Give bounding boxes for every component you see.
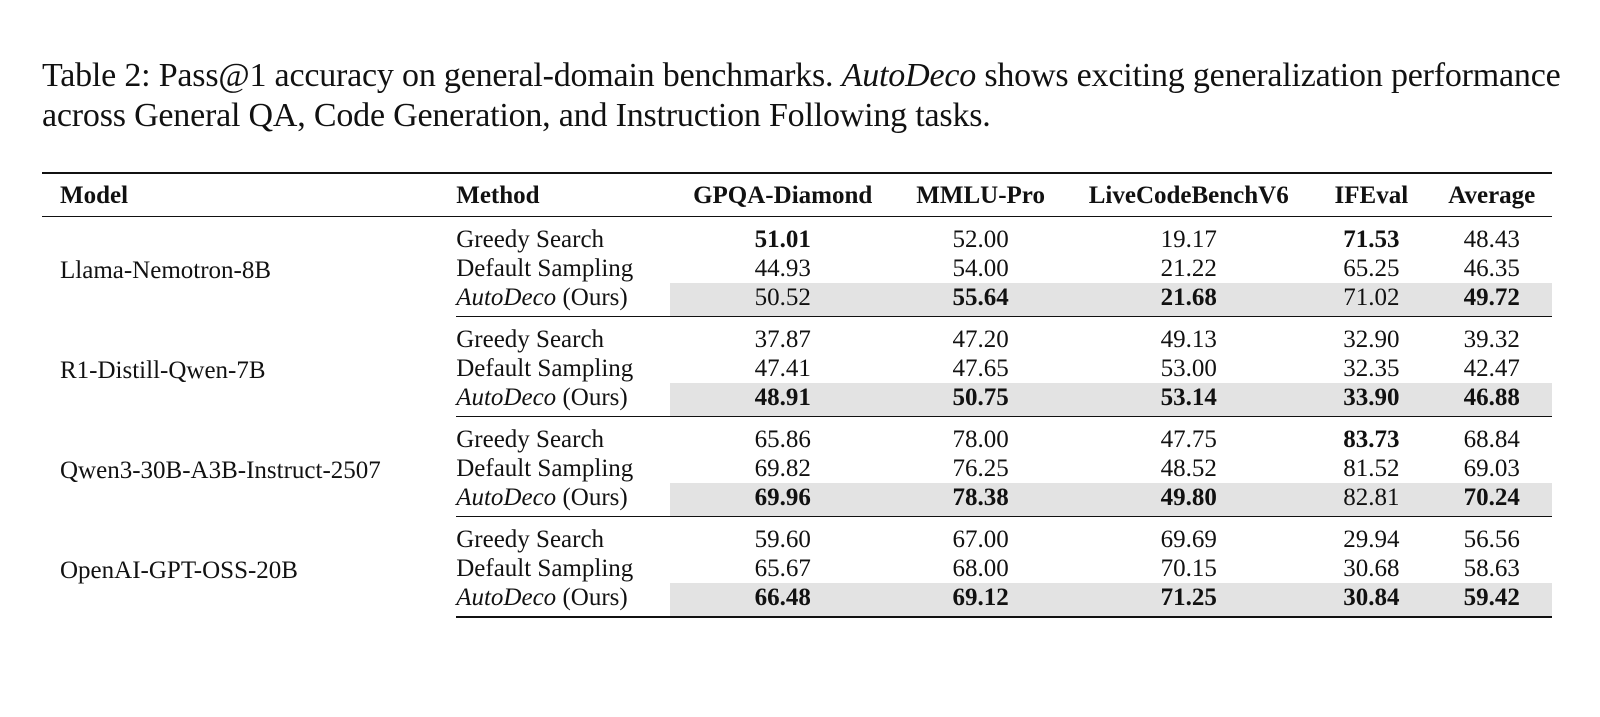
score-cell-livecodebench: 47.75 [1160,426,1217,453]
score-cell-average: 48.43 [1463,226,1520,253]
method-cell: Greedy Search [456,426,605,453]
method-cell: Default Sampling [456,555,634,582]
score-cell-gpqa-diamond: 48.91 [670,383,894,417]
score-cell-livecodebench: 71.25 [1066,583,1311,617]
header-model: Model [42,173,456,217]
score-cell-livecodebench: 49.13 [1160,326,1217,353]
score-cell-ifeval: 33.90 [1311,383,1431,417]
score-cell-gpqa-diamond: 50.52 [670,283,894,317]
score-cell-ifeval: 71.02 [1311,283,1431,317]
table-row [42,217,1552,255]
score-cell-ifeval: 81.52 [1343,455,1400,482]
score-cell-mmlu-pro: 69.12 [895,583,1066,617]
score-cell-mmlu-pro: 54.00 [952,255,1009,282]
method-cell: Greedy Search [456,326,605,353]
header-mmlu-pro: MMLU-Pro [895,173,1066,217]
caption-label: Table 2: [42,57,151,94]
score-cell-mmlu-pro: 50.75 [895,383,1066,417]
score-cell-livecodebench: 53.00 [1160,355,1217,382]
score-cell-livecodebench: 49.80 [1066,483,1311,517]
score-cell-ifeval: 32.90 [1343,326,1400,353]
score-cell-ifeval: 65.25 [1343,255,1400,282]
method-cell: Default Sampling [456,355,634,382]
score-cell-livecodebench: 21.22 [1160,255,1217,282]
ours-suffix: (Ours) [562,484,628,511]
ours-suffix: (Ours) [562,584,628,611]
score-cell-ifeval: 29.94 [1343,526,1400,553]
score-cell-mmlu-pro: 55.64 [895,283,1066,317]
score-cell-gpqa-diamond: 65.86 [754,426,811,453]
score-cell-livecodebench: 21.68 [1066,283,1311,317]
score-cell-average: 46.35 [1463,255,1520,282]
model-name-cell: R1-Distill-Qwen-7B [60,357,266,384]
score-cell-gpqa-diamond: 59.60 [754,526,811,553]
score-cell-mmlu-pro: 68.00 [952,555,1009,582]
header-livecodebench: LiveCodeBenchV6 [1066,173,1311,217]
score-cell-mmlu-pro: 52.00 [952,226,1009,253]
score-cell-gpqa-diamond: 66.48 [670,583,894,617]
score-cell-ifeval: 83.73 [1343,426,1400,453]
method-name: AutoDeco [456,484,557,511]
score-cell-average: 42.47 [1463,355,1520,382]
score-cell-mmlu-pro: 78.00 [952,426,1009,453]
score-cell-average: 58.63 [1463,555,1520,582]
score-cell-ifeval: 30.84 [1311,583,1431,617]
score-cell-ifeval: 82.81 [1311,483,1431,517]
score-cell-livecodebench: 69.69 [1160,526,1217,553]
score-cell-livecodebench: 19.17 [1160,226,1217,253]
score-cell-ifeval: 30.68 [1343,555,1400,582]
method-cell [456,583,670,617]
method-cell: Greedy Search [456,226,605,253]
score-cell-livecodebench: 53.14 [1066,383,1311,417]
score-cell-mmlu-pro: 78.38 [895,483,1066,517]
results-table [42,172,1552,618]
ours-suffix: (Ours) [562,284,628,311]
caption-text-after: shows exciting generalization performance across General QA, Code Generation, and Instruction Following tasks. [42,57,1561,134]
table-body [42,217,1552,618]
score-cell-gpqa-diamond: 69.96 [670,483,894,517]
score-cell-ifeval: 32.35 [1343,355,1400,382]
score-cell-gpqa-diamond: 69.82 [754,455,811,482]
caption-text-before: Pass@1 accuracy on general-domain benchmarks. [158,57,834,94]
header-ifeval: IFEval [1311,173,1431,217]
model-name-cell: Qwen3-30B-A3B-Instruct-2507 [60,457,381,484]
header-row [42,173,1552,217]
score-cell-gpqa-diamond: 65.67 [754,555,811,582]
score-cell-average: 59.42 [1432,583,1552,617]
table-caption [42,56,1562,136]
score-cell-gpqa-diamond: 44.93 [754,255,811,282]
table-row [42,417,1552,455]
header-average: Average [1432,173,1552,217]
method-cell [456,483,670,517]
caption-method-name: AutoDeco [841,57,977,94]
score-cell-average: 69.03 [1463,455,1520,482]
score-cell-average: 49.72 [1432,283,1552,317]
method-name: AutoDeco [456,584,557,611]
score-cell-average: 39.32 [1463,326,1520,353]
header-gpqa-diamond: GPQA-Diamond [670,173,894,217]
score-cell-mmlu-pro: 67.00 [952,526,1009,553]
method-name: AutoDeco [456,384,557,411]
score-cell-mmlu-pro: 76.25 [952,455,1009,482]
score-cell-average: 68.84 [1463,426,1520,453]
model-name-cell: Llama-Nemotron-8B [60,257,272,285]
method-cell: Greedy Search [456,526,605,553]
method-name: AutoDeco [456,284,557,311]
method-cell [456,283,670,317]
score-cell-gpqa-diamond: 37.87 [754,326,811,353]
score-cell-gpqa-diamond: 51.01 [754,226,811,253]
model-name-cell: OpenAI-GPT-OSS-20B [60,557,298,585]
table-row [42,317,1552,355]
ours-suffix: (Ours) [562,384,628,411]
score-cell-livecodebench: 70.15 [1160,555,1217,582]
score-cell-average: 56.56 [1463,526,1520,553]
method-cell: Default Sampling [456,255,634,282]
score-cell-livecodebench: 48.52 [1160,455,1217,482]
method-cell: Default Sampling [456,455,634,482]
score-cell-gpqa-diamond: 47.41 [754,355,811,382]
table-row [42,517,1552,555]
score-cell-mmlu-pro: 47.65 [952,355,1009,382]
score-cell-average: 70.24 [1432,483,1552,517]
score-cell-average: 46.88 [1432,383,1552,417]
header-method: Method [456,173,670,217]
method-cell [456,383,670,417]
score-cell-mmlu-pro: 47.20 [952,326,1009,353]
score-cell-ifeval: 71.53 [1343,226,1400,253]
